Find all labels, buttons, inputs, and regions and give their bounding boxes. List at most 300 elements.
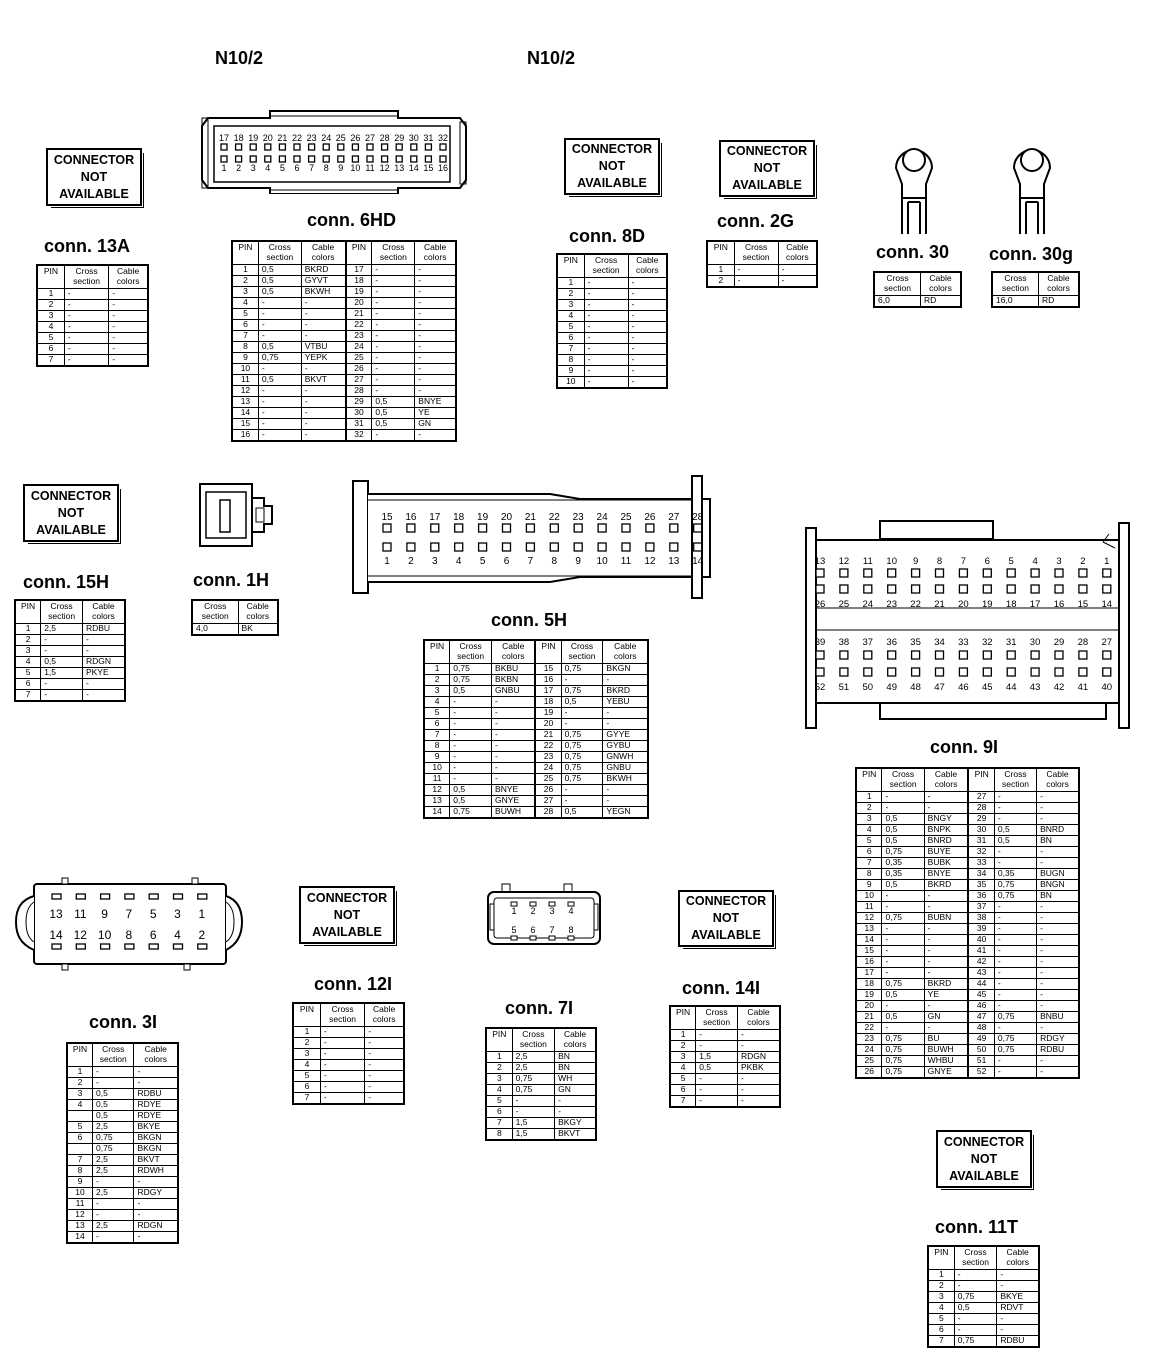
table-row — [293, 1060, 404, 1071]
header-text: Cross — [1004, 273, 1027, 283]
table-cell: 3 — [293, 1049, 320, 1060]
table-cell: BNPK — [924, 825, 968, 836]
table-cell: 18 — [346, 276, 372, 287]
table-cell: - — [1037, 979, 1079, 990]
table-cell: 0,5 — [450, 686, 492, 697]
table-cell: - — [64, 289, 108, 300]
table-cell: - — [258, 397, 301, 408]
table-cell: - — [365, 1082, 404, 1093]
table-cell: - — [93, 1067, 134, 1078]
table-cell: 22 — [346, 320, 372, 331]
table-cell: 0,75 — [93, 1144, 134, 1155]
pin-label: 30 — [1029, 637, 1041, 648]
table-cell: - — [41, 690, 83, 702]
pin-table-11t — [927, 1245, 1040, 1348]
table-cell: 0,75 — [994, 880, 1036, 891]
table-cell: - — [134, 1210, 178, 1221]
pin-socket — [983, 569, 991, 577]
pin-socket — [323, 144, 329, 150]
table-cell: - — [93, 1232, 134, 1244]
pin-label: 2 — [530, 906, 536, 916]
table-cell: RDGY — [1037, 1034, 1079, 1045]
header-text: section — [568, 651, 596, 661]
pin-socket — [265, 156, 271, 162]
pin-socket — [455, 524, 463, 532]
pin-socket — [888, 585, 896, 593]
na-line: CONNECTOR — [685, 894, 767, 908]
pin-label: 8 — [568, 925, 574, 935]
pin-socket — [526, 524, 534, 532]
table-cell: 0,5 — [882, 825, 924, 836]
table-cell: 2,5 — [93, 1122, 134, 1133]
pin-label: 15 — [381, 512, 393, 523]
table-cell: RDWH — [134, 1166, 178, 1177]
table-row — [293, 1038, 404, 1049]
table-row — [424, 719, 648, 730]
table-cell: 7 — [928, 1336, 954, 1348]
table-header-row — [232, 241, 456, 265]
header-text: colors — [116, 276, 140, 286]
na-line: AVAILABLE — [577, 176, 647, 190]
table-cell: - — [778, 265, 817, 276]
pin-socket — [440, 144, 446, 150]
table-cell: - — [415, 342, 456, 353]
table-cell: - — [696, 1085, 738, 1096]
na-line: NOT — [598, 159, 626, 173]
na-line: CONNECTOR — [53, 152, 135, 167]
pin-socket — [250, 156, 256, 162]
pin-label: 21 — [524, 512, 536, 523]
table-cell: - — [415, 386, 456, 397]
table-cell: 0,5 — [93, 1111, 134, 1122]
table-cell: - — [320, 1082, 364, 1093]
table-cell: - — [734, 265, 778, 276]
table-row — [557, 377, 667, 389]
header-text: Cross — [382, 242, 405, 252]
table-header-row — [856, 768, 1079, 792]
table-cell: - — [584, 311, 628, 322]
table-cell: - — [450, 763, 492, 774]
table-cell: - — [584, 278, 628, 289]
pin-label: 14 — [692, 556, 704, 567]
table-cell: 5 — [486, 1096, 512, 1107]
header-text: Cross — [75, 266, 98, 276]
column-header — [512, 1028, 554, 1052]
table-cell: - — [492, 730, 536, 741]
pin-socket — [1103, 651, 1111, 659]
table-cell: 28 — [346, 386, 372, 397]
title-conn-7i: conn. 7I — [505, 998, 574, 1018]
table-cell: 34 — [968, 869, 994, 880]
table-cell: 10 — [67, 1188, 93, 1199]
pin-label: 4 — [568, 906, 574, 916]
table-cell: RDBU — [134, 1089, 178, 1100]
table-cell: 18 — [856, 979, 882, 990]
pin-socket — [503, 543, 511, 551]
table-row — [557, 344, 667, 355]
title-conn-15h: conn. 15H — [23, 572, 110, 592]
pin-socket — [1055, 569, 1063, 577]
pin-label: 20 — [262, 133, 273, 143]
header-text: section — [884, 283, 911, 293]
pin-label: 7 — [527, 556, 534, 567]
pin-label: 27 — [668, 512, 680, 523]
table-cell: 9 — [232, 353, 258, 364]
table-cell: - — [1037, 924, 1079, 935]
table-cell: - — [492, 719, 536, 730]
table-row — [67, 1166, 178, 1177]
pin-label: 28 — [379, 133, 390, 143]
column-header — [561, 640, 603, 664]
pin-socket — [265, 144, 271, 150]
table-cell: 1 — [670, 1030, 696, 1041]
table-row — [232, 353, 456, 364]
pin-label: 20 — [500, 512, 513, 523]
table-cell: - — [1037, 803, 1079, 814]
pin-label: 12 — [838, 556, 850, 567]
table-cell: 3 — [928, 1292, 954, 1303]
table-row — [67, 1122, 178, 1133]
table-row — [856, 836, 1079, 847]
table-row — [928, 1270, 1039, 1281]
table-cell: RD — [921, 296, 961, 308]
table-row — [424, 763, 648, 774]
pin-socket — [840, 668, 848, 676]
table-cell: 0,5 — [450, 785, 492, 796]
na-line: AVAILABLE — [691, 928, 761, 942]
table-cell: - — [561, 785, 603, 796]
header-text: Cable — [1046, 769, 1069, 779]
title-conn-5h: conn. 5H — [491, 610, 568, 630]
pin-label: 1 — [198, 907, 206, 921]
table-row — [856, 1012, 1079, 1023]
header-text: PIN — [713, 242, 728, 252]
connector-30g-ring-terminal — [1008, 138, 1056, 236]
table-cell: - — [415, 375, 456, 386]
pin-socket — [646, 543, 654, 551]
table-cell: - — [628, 278, 667, 289]
pin-label: 9 — [575, 556, 581, 567]
table-cell: - — [584, 289, 628, 300]
pin-socket — [912, 585, 920, 593]
table-cell: 7 — [424, 730, 450, 741]
pin-socket — [294, 156, 300, 162]
table-cell: - — [561, 719, 603, 730]
table-cell: 17 — [346, 265, 372, 276]
table-cell: - — [134, 1177, 178, 1188]
table-cell: - — [365, 1093, 404, 1105]
table-header-row — [293, 1003, 404, 1027]
pin-table-7i — [485, 1027, 597, 1141]
pin-label: 6 — [149, 928, 157, 942]
table-cell: - — [320, 1060, 364, 1071]
table-row — [992, 296, 1079, 308]
table-row — [232, 276, 456, 287]
table-row — [67, 1078, 178, 1089]
pin-label: 31 — [423, 133, 434, 143]
header-text: colors — [613, 651, 637, 661]
pin-socket — [598, 524, 606, 532]
table-cell: 0,5 — [372, 408, 415, 419]
table-cell: - — [734, 276, 778, 288]
pin-label: 16 — [1053, 599, 1065, 610]
table-cell: - — [628, 355, 667, 366]
table-cell: 25 — [346, 353, 372, 364]
table-cell: 6 — [557, 333, 584, 344]
table-cell: 2 — [707, 276, 734, 288]
table-cell: - — [882, 946, 924, 957]
table-cell: - — [372, 331, 415, 342]
table-cell: WHBU — [924, 1056, 968, 1067]
table-cell: - — [320, 1038, 364, 1049]
table-row — [856, 913, 1079, 924]
table-row — [67, 1100, 178, 1111]
table-cell: GN — [415, 419, 456, 430]
pin-socket — [396, 144, 402, 150]
table-cell: 0,5 — [258, 265, 301, 276]
header-text: Cable — [373, 1004, 396, 1014]
table-cell: YE — [415, 408, 456, 419]
pin-label: 7 — [125, 907, 133, 921]
pin-label: 6 — [530, 925, 536, 935]
table-row — [856, 1001, 1079, 1012]
table-cell: - — [924, 924, 968, 935]
column-header — [994, 768, 1036, 792]
pin-socket — [936, 569, 944, 577]
pin-socket — [455, 543, 463, 551]
pin-socket — [864, 668, 872, 676]
table-cell: BUWH — [924, 1045, 968, 1056]
pin-label: 5 — [479, 556, 486, 567]
table-cell: - — [492, 741, 536, 752]
table-cell: 14 — [424, 807, 450, 819]
table-cell: - — [997, 1281, 1039, 1292]
table-cell: 2 — [293, 1038, 320, 1049]
table-cell: 0,5 — [41, 657, 83, 668]
table-cell: - — [882, 935, 924, 946]
pin-socket — [279, 144, 285, 150]
table-cell: 16,0 — [992, 296, 1039, 308]
pin-label: 52 — [814, 682, 826, 693]
table-cell: - — [109, 355, 148, 367]
table-row — [37, 311, 148, 322]
pin-socket — [338, 156, 344, 162]
header-text: PIN — [676, 1007, 691, 1017]
table-cell: 5 — [37, 333, 64, 344]
table-cell: 27 — [535, 796, 561, 807]
header-text: section — [266, 252, 294, 262]
table-cell: - — [994, 935, 1036, 946]
table-cell: GNWH — [603, 752, 648, 763]
table-cell: 0,75 — [93, 1133, 134, 1144]
table-cell: 3 — [37, 311, 64, 322]
table-cell: 36 — [968, 891, 994, 902]
table-cell: 0,75 — [994, 891, 1036, 902]
table-cell: BKGN — [134, 1144, 178, 1155]
table-row — [232, 386, 456, 397]
table-cell: BUYE — [924, 847, 968, 858]
table-cell: 3 — [67, 1089, 93, 1100]
header-text: Cable — [144, 1044, 167, 1054]
pin-socket — [382, 156, 388, 162]
pin-socket — [479, 543, 487, 551]
table-cell: 5 — [15, 668, 41, 679]
table-header-row — [192, 600, 278, 624]
header-text: section — [329, 1014, 357, 1024]
header-text: PIN — [238, 242, 253, 252]
table-cell: 19 — [856, 990, 882, 1001]
table-cell: GYVT — [301, 276, 345, 287]
pin-socket — [888, 569, 896, 577]
table-cell: 0,5 — [258, 287, 301, 298]
table-cell: - — [997, 1270, 1039, 1281]
table-cell: - — [882, 803, 924, 814]
table-cell: - — [64, 300, 108, 311]
connector-not-available-15h — [23, 484, 119, 542]
pin-socket — [52, 944, 61, 949]
table-cell: 50 — [968, 1045, 994, 1056]
table-row — [67, 1111, 178, 1122]
table-row — [856, 902, 1079, 913]
table-cell: - — [1037, 792, 1079, 803]
header-text: section — [962, 1257, 989, 1267]
table-cell: 0,75 — [561, 774, 603, 785]
header-text: section — [48, 611, 76, 621]
table-cell: - — [301, 309, 345, 320]
table-row — [424, 664, 648, 675]
table-cell: - — [301, 397, 345, 408]
table-cell: 21 — [856, 1012, 882, 1023]
pin-label: 3 — [174, 907, 181, 921]
table-cell: RDBU — [997, 1336, 1039, 1348]
pin-label: 19 — [982, 599, 993, 610]
header-text: section — [457, 651, 485, 661]
table-cell: 0,5 — [954, 1303, 997, 1314]
table-cell: BKVT — [301, 375, 345, 386]
header-text: Cable — [786, 242, 809, 252]
table-row — [670, 1041, 780, 1052]
table-cell: 1 — [928, 1270, 954, 1281]
table-cell: 11 — [232, 375, 258, 386]
table-cell: 21 — [535, 730, 561, 741]
table-cell: - — [924, 1001, 968, 1012]
table-cell: 2 — [232, 276, 258, 287]
table-cell: BNGN — [1037, 880, 1079, 891]
table-row — [874, 296, 961, 308]
column-header — [67, 1043, 93, 1067]
table-cell: - — [372, 353, 415, 364]
column-header — [486, 1028, 512, 1052]
pin-socket — [323, 156, 329, 162]
header-text: Cable — [747, 1007, 770, 1017]
pin-label: 29 — [1053, 637, 1065, 648]
table-cell: 24 — [856, 1045, 882, 1056]
pin-label: 46 — [958, 682, 969, 693]
column-header — [232, 241, 258, 265]
table-cell: - — [737, 1074, 780, 1085]
pin-label: 20 — [958, 599, 969, 610]
table-row — [486, 1052, 596, 1063]
table-cell: - — [512, 1096, 554, 1107]
title-conn-1h: conn. 1H — [193, 570, 270, 590]
header-text: colors — [92, 611, 115, 621]
table-cell: 0,75 — [994, 1045, 1036, 1056]
table-row — [856, 957, 1079, 968]
pin-label: 24 — [596, 512, 608, 523]
table-cell — [67, 1144, 93, 1155]
table-cell: - — [994, 913, 1036, 924]
pin-table-15h — [14, 599, 126, 702]
table-row — [928, 1336, 1039, 1348]
table-cell: - — [1037, 1067, 1079, 1079]
table-row — [15, 679, 125, 690]
pin-table-13a — [36, 264, 149, 367]
table-cell: - — [924, 902, 968, 913]
pin-label: 13 — [49, 907, 63, 921]
table-cell: RDVT — [997, 1303, 1039, 1314]
pin-label: 45 — [982, 682, 993, 693]
table-cell: - — [372, 364, 415, 375]
pin-socket — [936, 668, 944, 676]
table-cell: 16 — [856, 957, 882, 968]
header-text: section — [889, 779, 917, 789]
connector-3i-drawing — [12, 876, 244, 974]
header-text: PIN — [974, 769, 989, 779]
column-header — [557, 254, 584, 278]
pin-socket — [411, 144, 417, 150]
table-cell: - — [1037, 913, 1079, 924]
pin-label: 7 — [309, 163, 315, 173]
table-cell: 0,5 — [882, 1012, 924, 1023]
table-cell: - — [994, 814, 1036, 825]
table-cell: 0,75 — [882, 979, 924, 990]
pin-label: 3 — [549, 906, 555, 916]
table-row — [486, 1063, 596, 1074]
pin-socket — [1103, 668, 1111, 676]
table-cell: - — [603, 719, 648, 730]
header-text: section — [1002, 283, 1029, 293]
title-conn-9i: conn. 9I — [930, 737, 999, 757]
table-cell: - — [365, 1049, 404, 1060]
table-cell: 7 — [486, 1118, 512, 1129]
pin-socket — [338, 144, 344, 150]
column-header — [968, 768, 994, 792]
table-cell: - — [64, 311, 108, 322]
table-cell: 22 — [856, 1023, 882, 1034]
title-conn-30: conn. 30 — [876, 242, 950, 262]
pin-label: 1 — [1104, 556, 1110, 567]
pin-label: 11 — [365, 163, 375, 173]
table-cell: 25 — [856, 1056, 882, 1067]
table-cell: 8 — [424, 741, 450, 752]
pin-label: 7 — [549, 925, 555, 935]
table-cell: 3 — [15, 646, 41, 657]
pin-label: 6 — [503, 556, 510, 567]
table-cell: - — [561, 708, 603, 719]
table-cell: 28 — [535, 807, 561, 819]
pin-label: 10 — [97, 928, 112, 942]
pin-socket — [174, 944, 183, 949]
table-cell: 49 — [968, 1034, 994, 1045]
pin-label: 15 — [1077, 599, 1089, 610]
header-text: colors — [934, 779, 958, 789]
title-conn-6hd: conn. 6HD — [307, 210, 397, 230]
table-cell: - — [320, 1027, 364, 1038]
pin-label: 2 — [236, 163, 242, 173]
table-cell: - — [603, 708, 648, 719]
pin-label: 3 — [250, 163, 256, 173]
pin-socket — [1079, 651, 1087, 659]
